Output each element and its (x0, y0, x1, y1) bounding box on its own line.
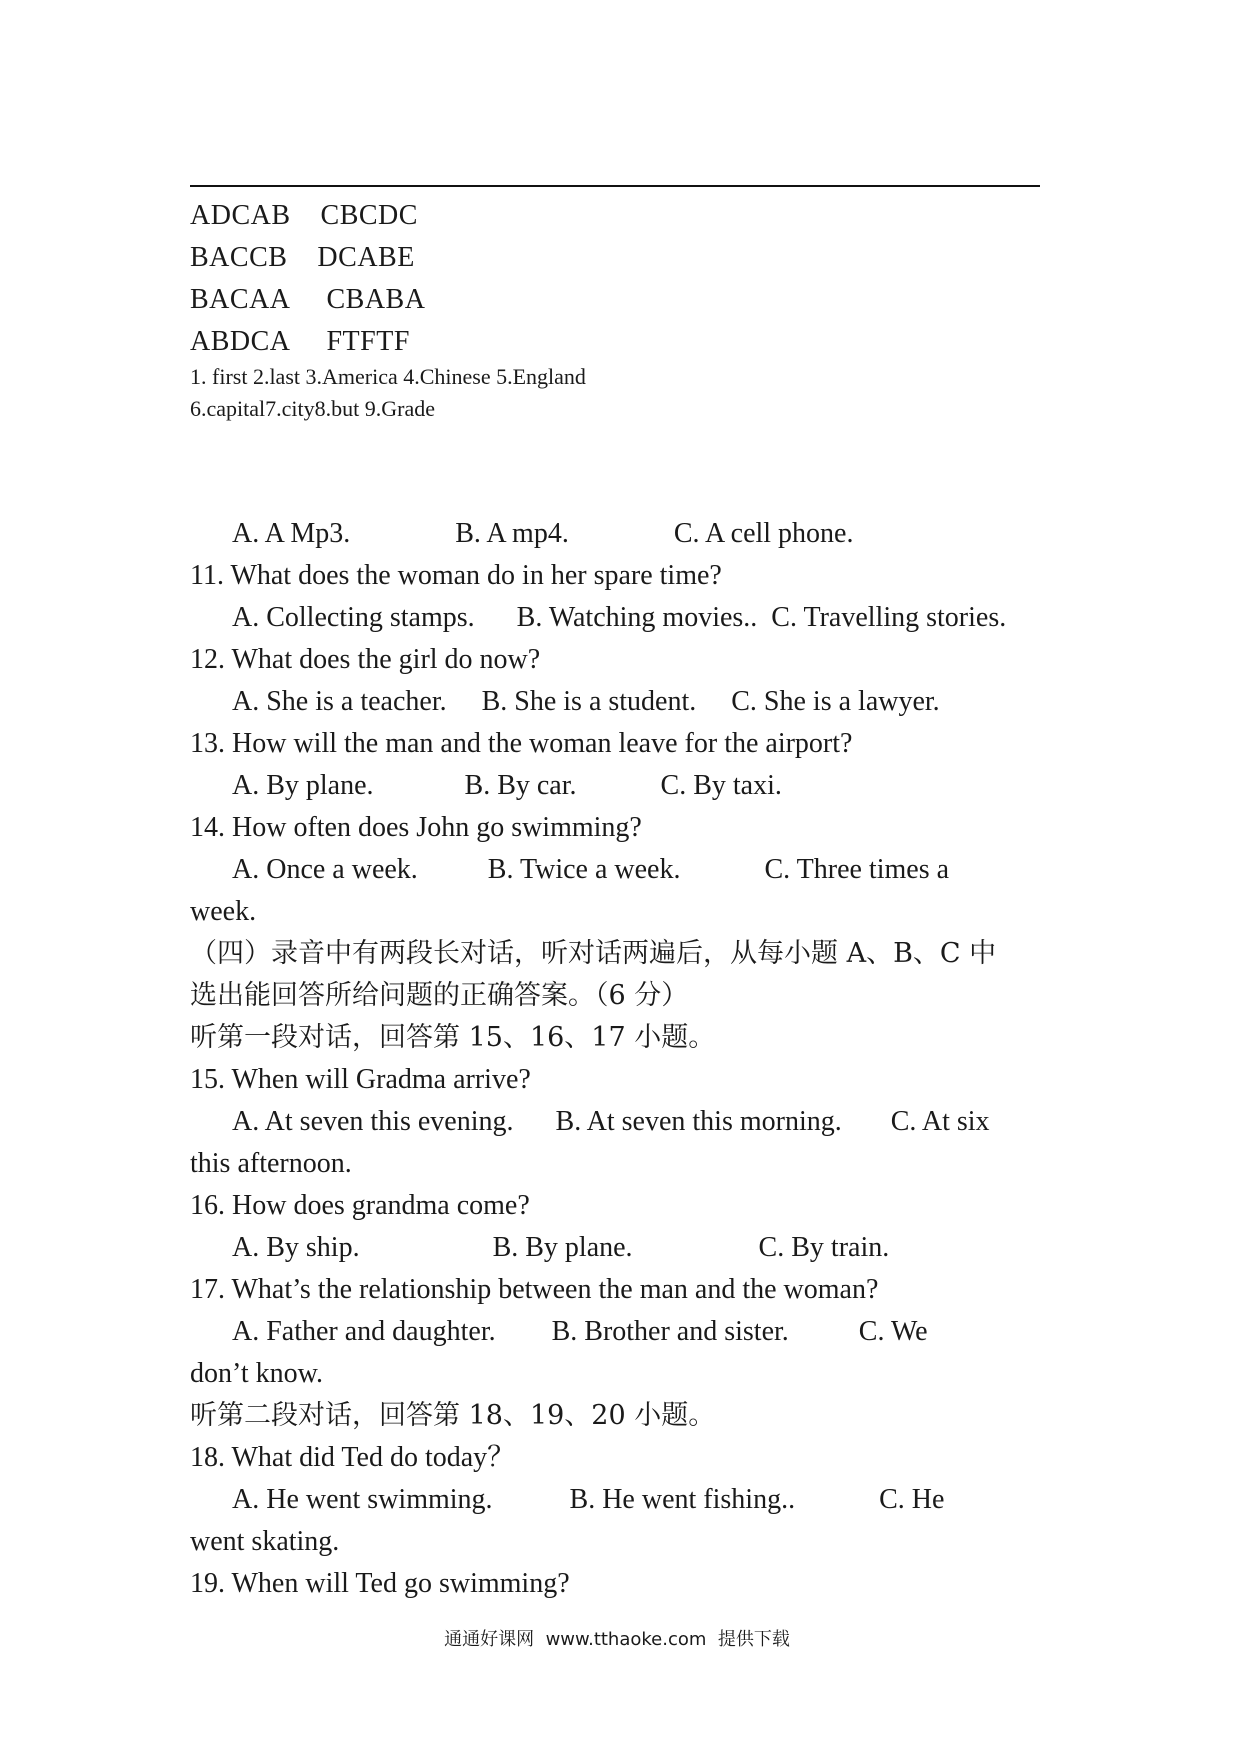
q17-text: 17. What’s the relationship between the man and the woman? (190, 1274, 879, 1305)
q15-options: A. At seven this evening. B. At seven this morning. C. At six (232, 1106, 990, 1137)
top-rule (190, 185, 1040, 187)
q18-options: A. He went swimming. B. He went fishing.. C. He (232, 1484, 945, 1515)
q18-text: 18. What did Ted do today？ (190, 1442, 516, 1473)
q14-options: A. Once a week. B. Twice a week. C. Three times a (232, 854, 950, 885)
q15-options-cont: this afternoon. (190, 1148, 352, 1179)
q14-text: 14. How often does John go swimming? (190, 812, 642, 843)
section-4-instruction-1: （四）录音中有两段长对话，听对话两遍后，从每小题 A、B、C 中 (190, 938, 997, 969)
q17-options: A. Father and daughter. B. Brother and sister. C. We (232, 1316, 928, 1347)
q11-options: A. Collecting stamps. B. Watching movies.. C. Travelling stories. (232, 602, 1007, 633)
q16-options: A. By ship. B. By plane. C. By train. (232, 1232, 890, 1263)
section-4-instruction-2: 选出能回答所给问题的正确答案。（6 分） (190, 980, 689, 1011)
dialog-1-heading: 听第一段对话，回答第 15、16、17 小题。 (190, 1022, 716, 1053)
answer-row-1: ADCAB CBCDC (190, 200, 418, 231)
page-footer: 通通好课网 www.tthaoke.com 提供下载 (444, 1629, 790, 1650)
fill-answers-line-1: 1. first 2.last 3.America 4.Chinese 5.England (190, 364, 586, 389)
q10-options: A. A Mp3. B. A mp4. C. A cell phone. (232, 518, 854, 549)
q11-text: 11. What does the woman do in her spare time? (190, 560, 722, 591)
answer-row-3: BACAA CBABA (190, 284, 426, 315)
q16-text: 16. How does grandma come? (190, 1190, 530, 1221)
q15-text: 15. When will Gradma arrive? (190, 1064, 531, 1095)
q13-options: A. By plane. B. By car. C. By taxi. (232, 770, 782, 801)
answer-row-4: ABDCA FTFTF (190, 326, 410, 357)
q17-options-cont: don’t know. (190, 1358, 323, 1389)
fill-answers-line-2: 6.capital7.city8.but 9.Grade (190, 396, 435, 421)
q13-text: 13. How will the man and the woman leave for the airport? (190, 728, 853, 759)
q14-options-cont: week. (190, 896, 257, 927)
dialog-2-heading: 听第二段对话，回答第 18、19、20 小题。 (190, 1400, 716, 1431)
q19-text: 19. When will Ted go swimming? (190, 1568, 570, 1599)
answer-row-2: BACCB DCABE (190, 242, 415, 273)
q12-options: A. She is a teacher. B. She is a student. C. She is a lawyer. (232, 686, 940, 717)
q18-options-cont: went skating. (190, 1526, 340, 1557)
q12-text: 12. What does the girl do now? (190, 644, 541, 675)
